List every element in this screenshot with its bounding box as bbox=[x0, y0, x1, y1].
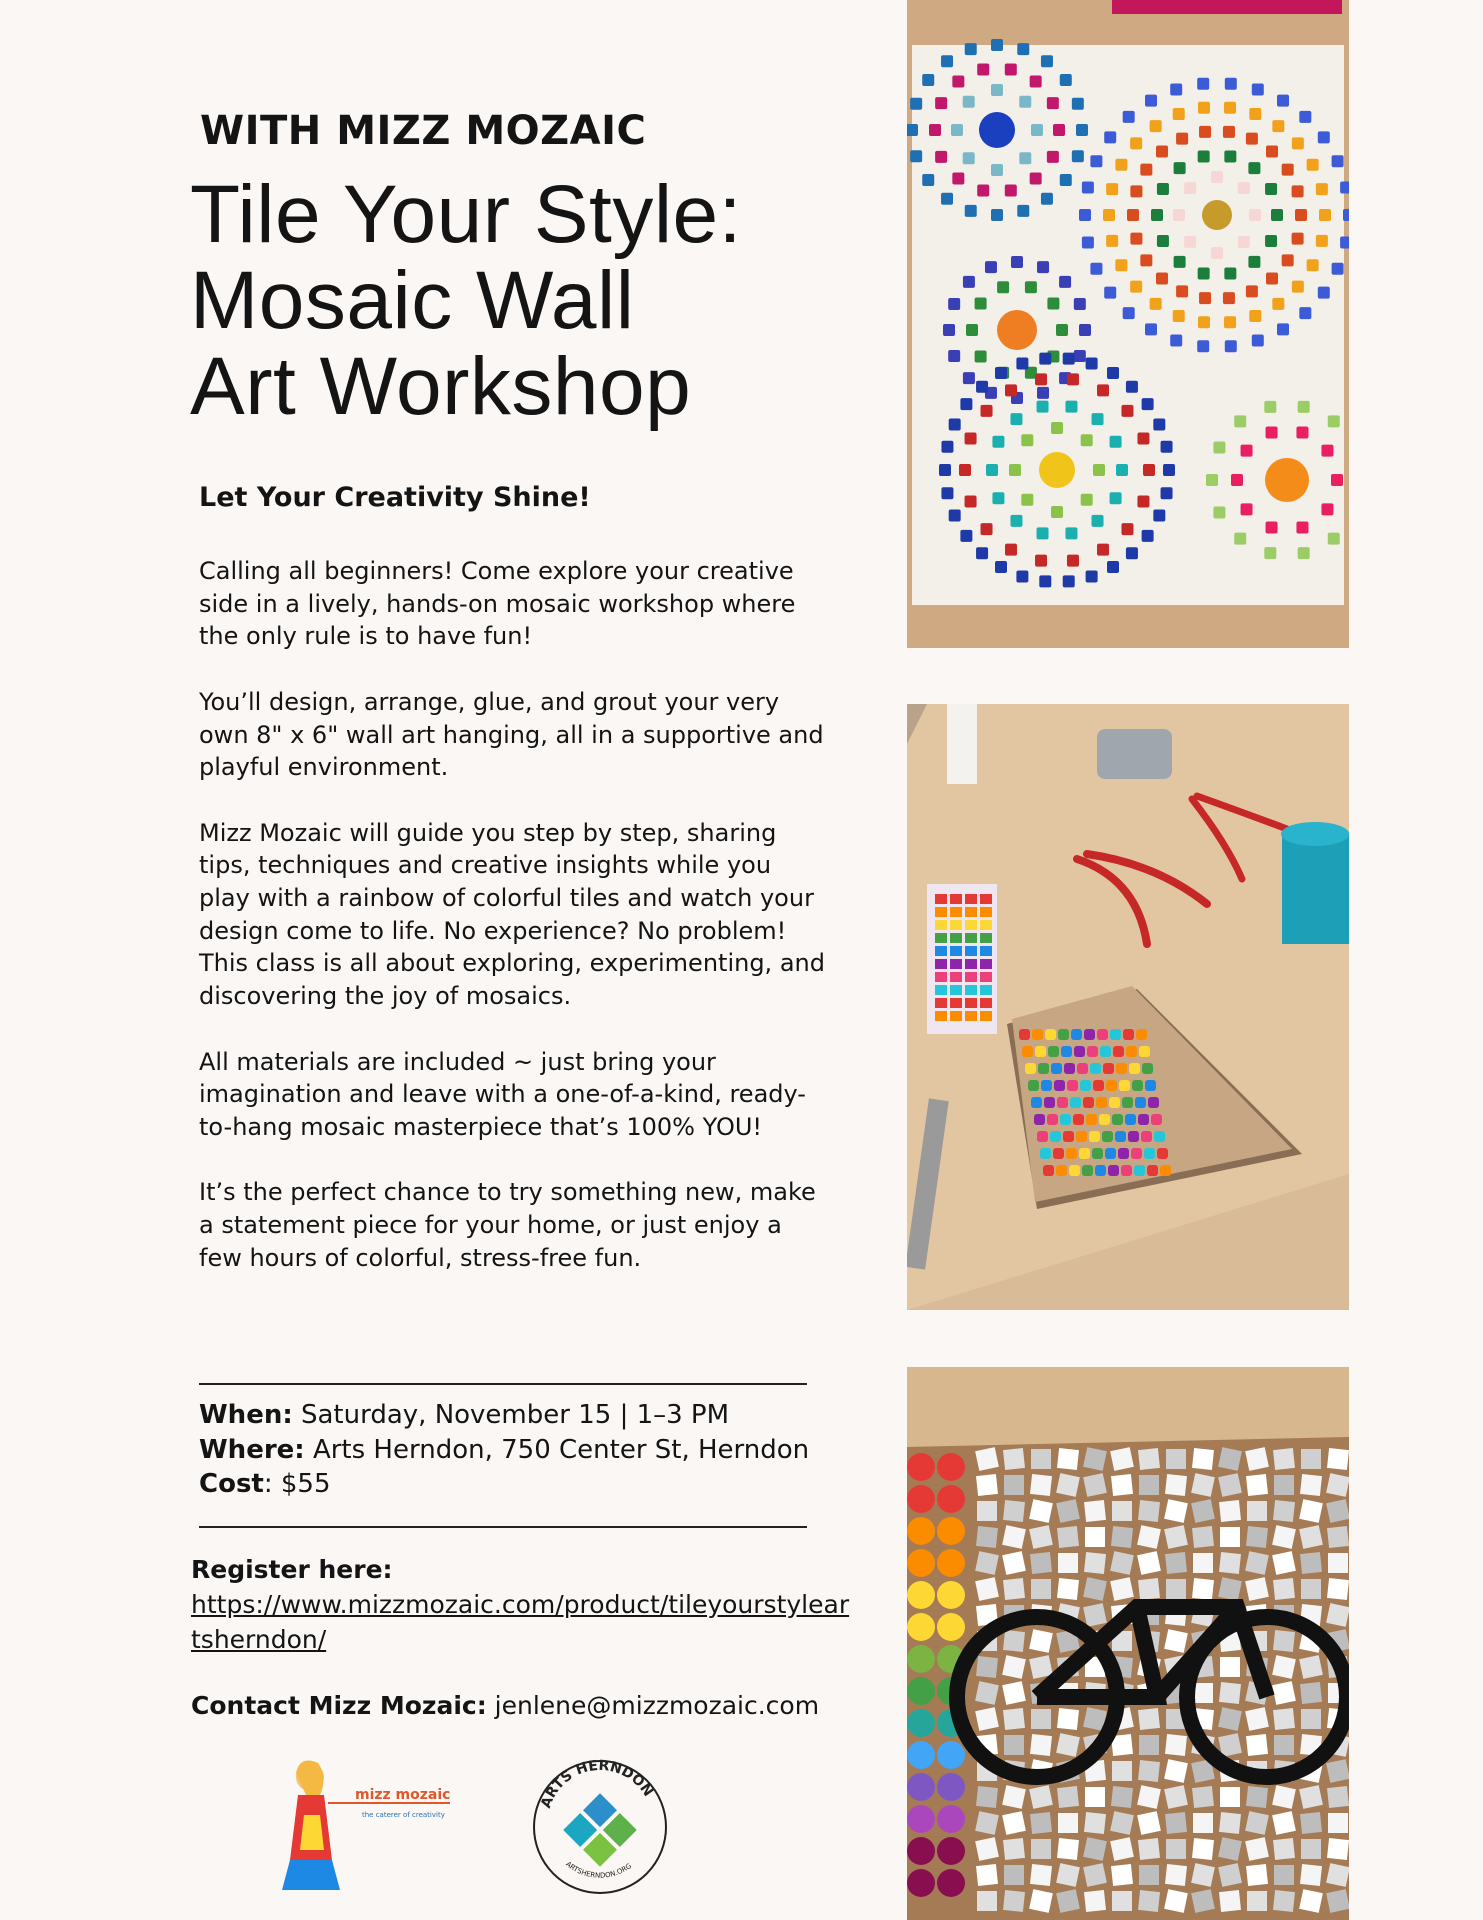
intro-subhead: Let Your Creativity Shine! bbox=[199, 482, 591, 513]
title-line-3: Art Workshop bbox=[190, 341, 692, 432]
intro-body bbox=[199, 555, 829, 1307]
intro-paragraph: It’s the perfect chance to try something new, make a statement piece for your home, or just enjoy a few hours of colorful, stress-free fun. bbox=[199, 1178, 816, 1272]
intro-paragraph: Mizz Mozaic will guide you step by step, sharing tips, techniques and creative insights while you play with a rainbow of colorful tiles and watch your design come to life. No experience? No problem! This class is all about exploring, experimenting, and discovering the joy of mosaics. bbox=[199, 818, 825, 1011]
mizz-logo-tagline: the caterer of creativity bbox=[362, 1811, 445, 1819]
photo-circular-mosaic bbox=[907, 0, 1349, 648]
divider-bottom bbox=[199, 1526, 807, 1528]
intro-paragraph: Calling all beginners! Come explore your creative side in a lively, hands-on mosaic workshop where the only rule is to have fun! bbox=[199, 557, 796, 651]
arts-herndon-logo bbox=[530, 1752, 670, 1902]
cost-row bbox=[199, 1467, 809, 1502]
title-line-2: Mosaic Wall bbox=[190, 255, 635, 346]
title-line-1: Tile Your Style: bbox=[190, 169, 742, 260]
photo-workbench bbox=[907, 704, 1349, 1310]
intro-paragraph: All materials are included ~ just bring your imagination and leave with a one-of-a-kind, ready-to-hang mosaic masterpiece that’s 100% YOU! bbox=[199, 1047, 806, 1141]
intro-paragraph: You’ll design, arrange, glue, and grout your very own 8" x 6" wall art hanging, all in a supportive and playful environment. bbox=[199, 687, 824, 782]
photo-bicycle-mosaic bbox=[907, 1367, 1349, 1920]
where-row bbox=[199, 1433, 809, 1468]
mizz-mozaic-logo bbox=[270, 1755, 470, 1895]
cost-label: Cost bbox=[199, 1469, 264, 1499]
contact-email[interactable]: jenlene@mizzmozaic.com bbox=[486, 1691, 820, 1720]
where-value: Arts Herndon, 750 Center St, Herndon bbox=[304, 1434, 810, 1465]
arts-logo-url: ARTSHERNDON.ORG bbox=[564, 1860, 634, 1880]
divider-top bbox=[199, 1383, 807, 1385]
when-label: When: bbox=[199, 1400, 293, 1430]
register-label: Register here: bbox=[191, 1555, 393, 1584]
register-link[interactable]: https://www.mizzmozaic.com/product/tileyourstyleartsherndon/ bbox=[191, 1590, 850, 1654]
contact-label: Contact Mizz Mozaic: bbox=[191, 1691, 487, 1720]
when-row bbox=[199, 1398, 809, 1433]
arts-logo-name: ARTS HERNDON bbox=[538, 1757, 657, 1811]
register-block bbox=[191, 1552, 861, 1657]
workshop-kicker: WITH MIZZ MOZAIC bbox=[200, 108, 647, 154]
where-label: Where: bbox=[199, 1434, 305, 1465]
contact-block bbox=[191, 1691, 819, 1720]
page-title bbox=[190, 169, 742, 432]
when-value: Saturday, November 15 | 1–3 PM bbox=[292, 1400, 730, 1430]
event-details bbox=[199, 1398, 809, 1502]
mizz-logo-name: mizz mozaic bbox=[355, 1787, 451, 1803]
cost-value: : $55 bbox=[263, 1469, 331, 1499]
